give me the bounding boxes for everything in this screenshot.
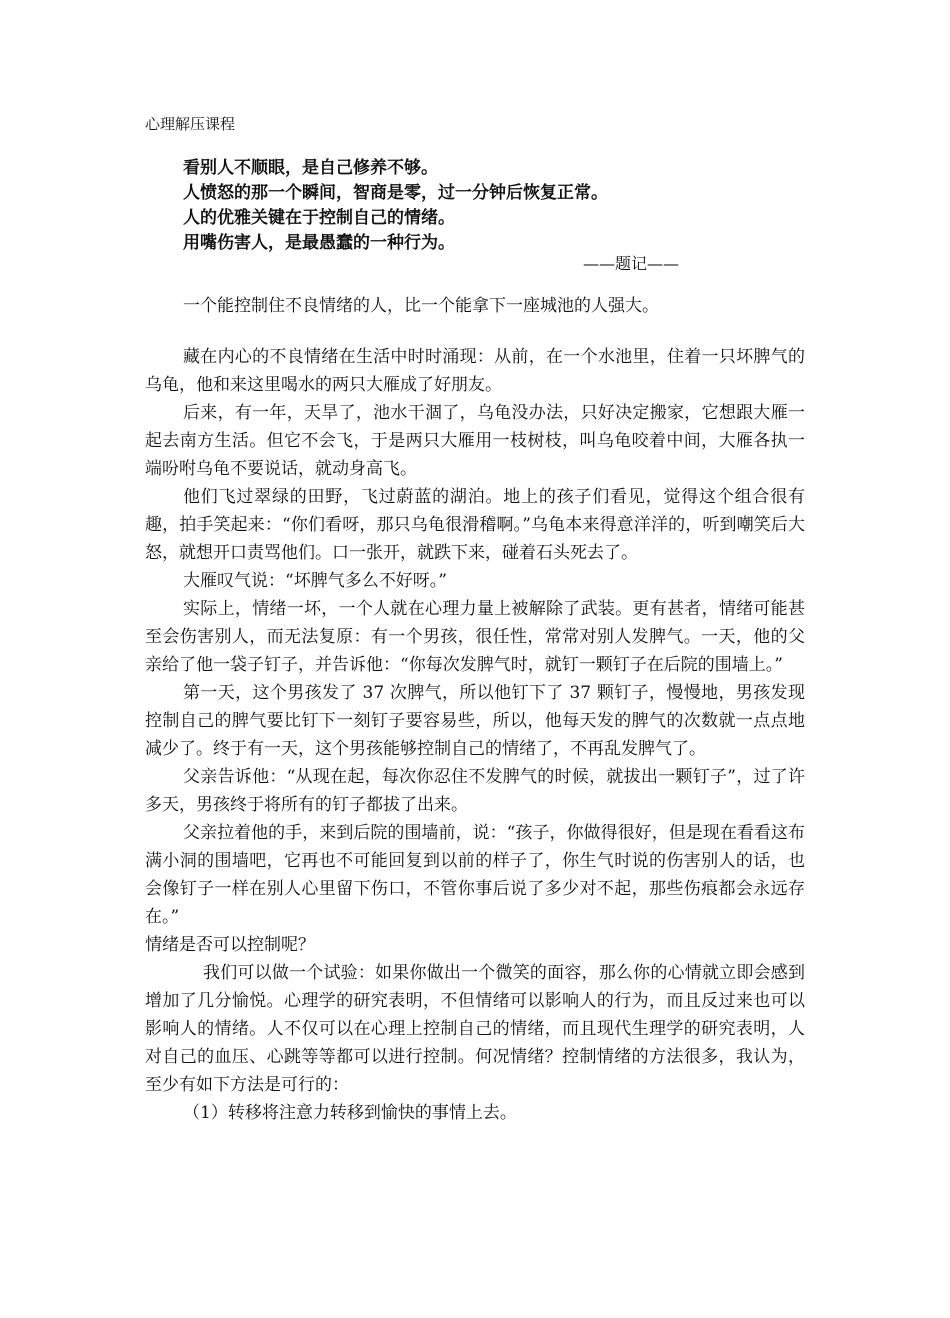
- body-paragraph: 后来，有一年，天旱了，池水干涸了，乌龟没办法，只好决定搬家，它想跟大雁一起去南方生活。但它不会飞，于是两只大雁用一枝树枝，叫乌龟咬着中间，大雁各执一端吩咐乌龟不要说话，就动身高飞。: [145, 403, 805, 479]
- epigraph-line: 人的优雅关键在于控制自己的情绪。: [183, 208, 455, 228]
- method-list-item: （1）转移将注意力转移到愉快的事情上去。: [183, 1103, 517, 1123]
- section-question: 情绪是否可以控制呢？: [145, 935, 315, 955]
- motto-sentence: 一个能控制住不良情绪的人，比一个能拿下一座城池的人强大。: [183, 296, 659, 316]
- body-paragraph: 父亲告诉他：“从现在起，每次你忍住不发脾气的时候，就拔出一颗钉子”，过了许多天，男孩终于将所有的钉子都拔了出来。: [145, 767, 805, 815]
- body-paragraph: 第一天，这个男孩发了 37 次脾气，所以他钉下了 37 颗钉子，慢慢地，男孩发现控制自己的脾气要比钉下一刻钉子要容易些，所以，他每天发的脾气的次数就一点点地减少了。终于有一天，这个男孩能够控制自己的情绪了，不再乱发脾气了。: [145, 683, 805, 759]
- body-paragraph: 藏在内心的不良情绪在生活中时时涌现：从前，在一个水池里，住着一只坏脾气的乌龟，他和来这里喝水的两只大雁成了好朋友。: [145, 347, 805, 395]
- body-paragraph: 父亲拉着他的手，来到后院的围墙前，说：“孩子，你做得很好，但是现在看看这布满小洞的围墙吧，它再也不可能回复到以前的样子了，你生气时说的伤害别人的话，也会像钉子一样在别人心里留下伤口，不管你事后说了多少对不起，那些伤痕都会永远存在。”: [145, 823, 805, 927]
- epigraph-line: 人愤怒的那一个瞬间，智商是零，过一分钟后恢复正常。: [183, 183, 608, 203]
- epigraph: [183, 156, 743, 256]
- epigraph-line: 用嘴伤害人，是最愚蠢的一种行为。: [183, 233, 455, 253]
- body-paragraph: 实际上，情绪一坏，一个人就在心理力量上被解除了武装。更有甚者，情绪可能甚至会伤害别人，而无法复原：有一个男孩，很任性，常常对别人发脾气。一天，他的父亲给了他一袋子钉子，并告诉他：“你每次发脾气时，就钉一颗钉子在后院的围墙上。”: [145, 599, 805, 675]
- document-body: [145, 343, 805, 1127]
- answer-paragraph: 我们可以做一个试验：如果你做出一个微笑的面容，那么你的心情就立即会感到增加了几分愉悦。心理学的研究表明，不但情绪可以影响人的行为，而且反过来也可以影响人的情绪。人不仅可以在心理上控制自己的情绪，而且现代生理学的研究表明，人对自己的血压、心跳等等都可以进行控制。何况情绪？控制情绪的方法很多，我认为，至少有如下方法是可行的：: [145, 963, 805, 1095]
- epigraph-line: 看别人不顺眼，是自己修养不够。: [183, 158, 438, 178]
- body-paragraph: 大雁叹气说：“坏脾气多么不好呀。”: [183, 571, 447, 591]
- body-paragraph: 他们飞过翠绿的田野，飞过蔚蓝的湖泊。地上的孩子们看见，觉得这个组合很有趣，拍手笑起来：“你们看呀，那只乌龟很滑稽啊。”乌龟本来得意洋洋的，听到嘲笑后大怒，就想开口责骂他们。口一张开，就跌下来，碰着石头死去了。: [145, 487, 805, 563]
- document-title: 心理解压课程: [145, 115, 236, 133]
- epigraph-signature: ——题记——: [583, 254, 680, 273]
